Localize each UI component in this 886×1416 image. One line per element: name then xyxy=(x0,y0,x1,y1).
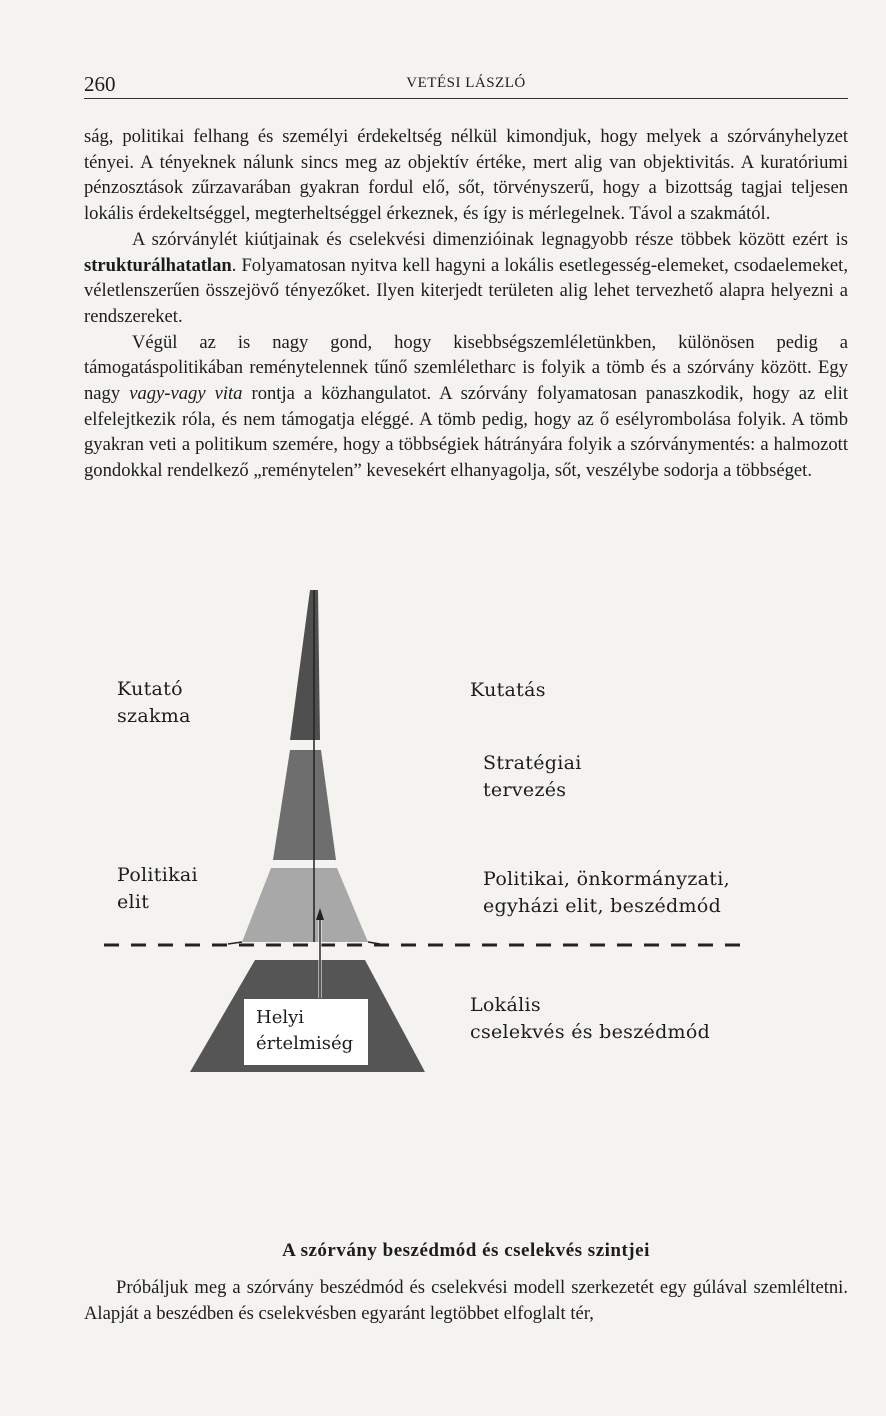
page-number: 260 xyxy=(84,72,116,96)
label-line: Politikai xyxy=(117,864,198,886)
paragraph-2-start: A szórványlét kiútjainak és cselekvési dimenzióinak legnagyobb része többek között ezért is xyxy=(132,228,848,250)
label-strategiai-tervezes xyxy=(483,750,582,804)
pyramid-svg xyxy=(0,570,886,1110)
label-line: egyházi elit, beszédmód xyxy=(483,895,722,917)
bold-term: strukturálhatatlan xyxy=(84,254,232,276)
paragraph-3 xyxy=(84,330,848,484)
running-head: VETÉSI LÁSZLÓ xyxy=(406,75,526,91)
label-line: Politikai, önkormányzati, xyxy=(483,868,730,890)
label-kutatas xyxy=(470,677,546,704)
helyi-ertelmiseg-box xyxy=(243,998,369,1066)
box-line: értelmiség xyxy=(256,1033,354,1054)
tier-top xyxy=(290,590,320,740)
paragraph-2 xyxy=(84,227,848,330)
label-politikai-elit xyxy=(117,862,198,916)
label-line: Kutatás xyxy=(470,679,546,701)
paragraph-3-end: rontja a közhangulatot. A szórvány folyamatosan panaszkodik, hogy az elit elfelejtkezik róla, és nem támogatja eléggé. A tömb pedig, hogy az ő esélyrombolása folyik. A tömb gyakran veti a politikum szemére, hogy a többségiek hátrányára folyik a szórványmentés: a halmozott gondokkal rendelkező „reménytelen” kevesekért elhanyagolja, sőt, veszélybe sodorja a többséget. xyxy=(84,383,848,482)
tier-middle xyxy=(242,868,368,942)
page-header xyxy=(84,70,848,99)
section-text xyxy=(84,1275,848,1326)
label-kutato-szakma xyxy=(117,676,191,730)
paragraph-3-start: Végül az is nagy gond, hogy kisebbségszemléletünkben, különösen pedig a támogatáspolitikában reménytelennek tűnő szemléletharc is folyik a tömb és a szórvány között. Egy nagy xyxy=(84,331,848,405)
italic-term: vagy-vagy vita xyxy=(129,383,243,405)
label-politikai-onkormanyzati xyxy=(483,866,730,920)
section-title: A szórvány beszédmód és cselekvés szintjei xyxy=(282,1240,650,1261)
label-line: Kutató xyxy=(117,678,183,700)
tier-upper xyxy=(273,750,336,860)
box-line: Helyi xyxy=(256,1007,305,1028)
paragraph-1: ság, politikai felhang és személyi érdekeltség nélkül kimondjuk, hogy melyek a szórványhelyzet tényei. A tényeknek nálunk sincs meg az objektív értéke, mert alig van objektivitás. A kuratóriumi pénzosztások zűrzavarában gyakran fordul elő, sőt, törvényszerű, hogy a bizottság tagjai teljesen lokális érdekeltséggel, megterheltséggel érkeznek, és így is mérlegelnek. Távol a szakmától. xyxy=(84,126,848,225)
label-line: cselekvés és beszédmód xyxy=(470,1021,711,1043)
label-line: szakma xyxy=(117,705,191,727)
pyramid-diagram xyxy=(0,570,886,1110)
label-line: tervezés xyxy=(483,779,567,801)
label-line: Stratégiai xyxy=(483,752,582,774)
section-paragraph: Próbáljuk meg a szórvány beszédmód és cselekvési modell szerkezetét egy gúlával szemléltetni. Alapját a beszédben és cselekvésben egyaránt legtöbbet elfoglalt tér, xyxy=(84,1277,848,1324)
body-text xyxy=(84,124,848,484)
label-line: Lokális xyxy=(470,994,541,1016)
label-lokalis-cselekves xyxy=(470,992,710,1046)
paragraph-2-end: . Folyamatosan nyitva kell hagyni a lokális esetlegesség-elemeket, csodaelemeket, véletlenszerűen összejövő tényezőket. Ilyen kiterjedt területen alig lehet tervezhető alapra helyezni a rendszereket. xyxy=(84,254,848,327)
label-line: elit xyxy=(117,891,150,913)
